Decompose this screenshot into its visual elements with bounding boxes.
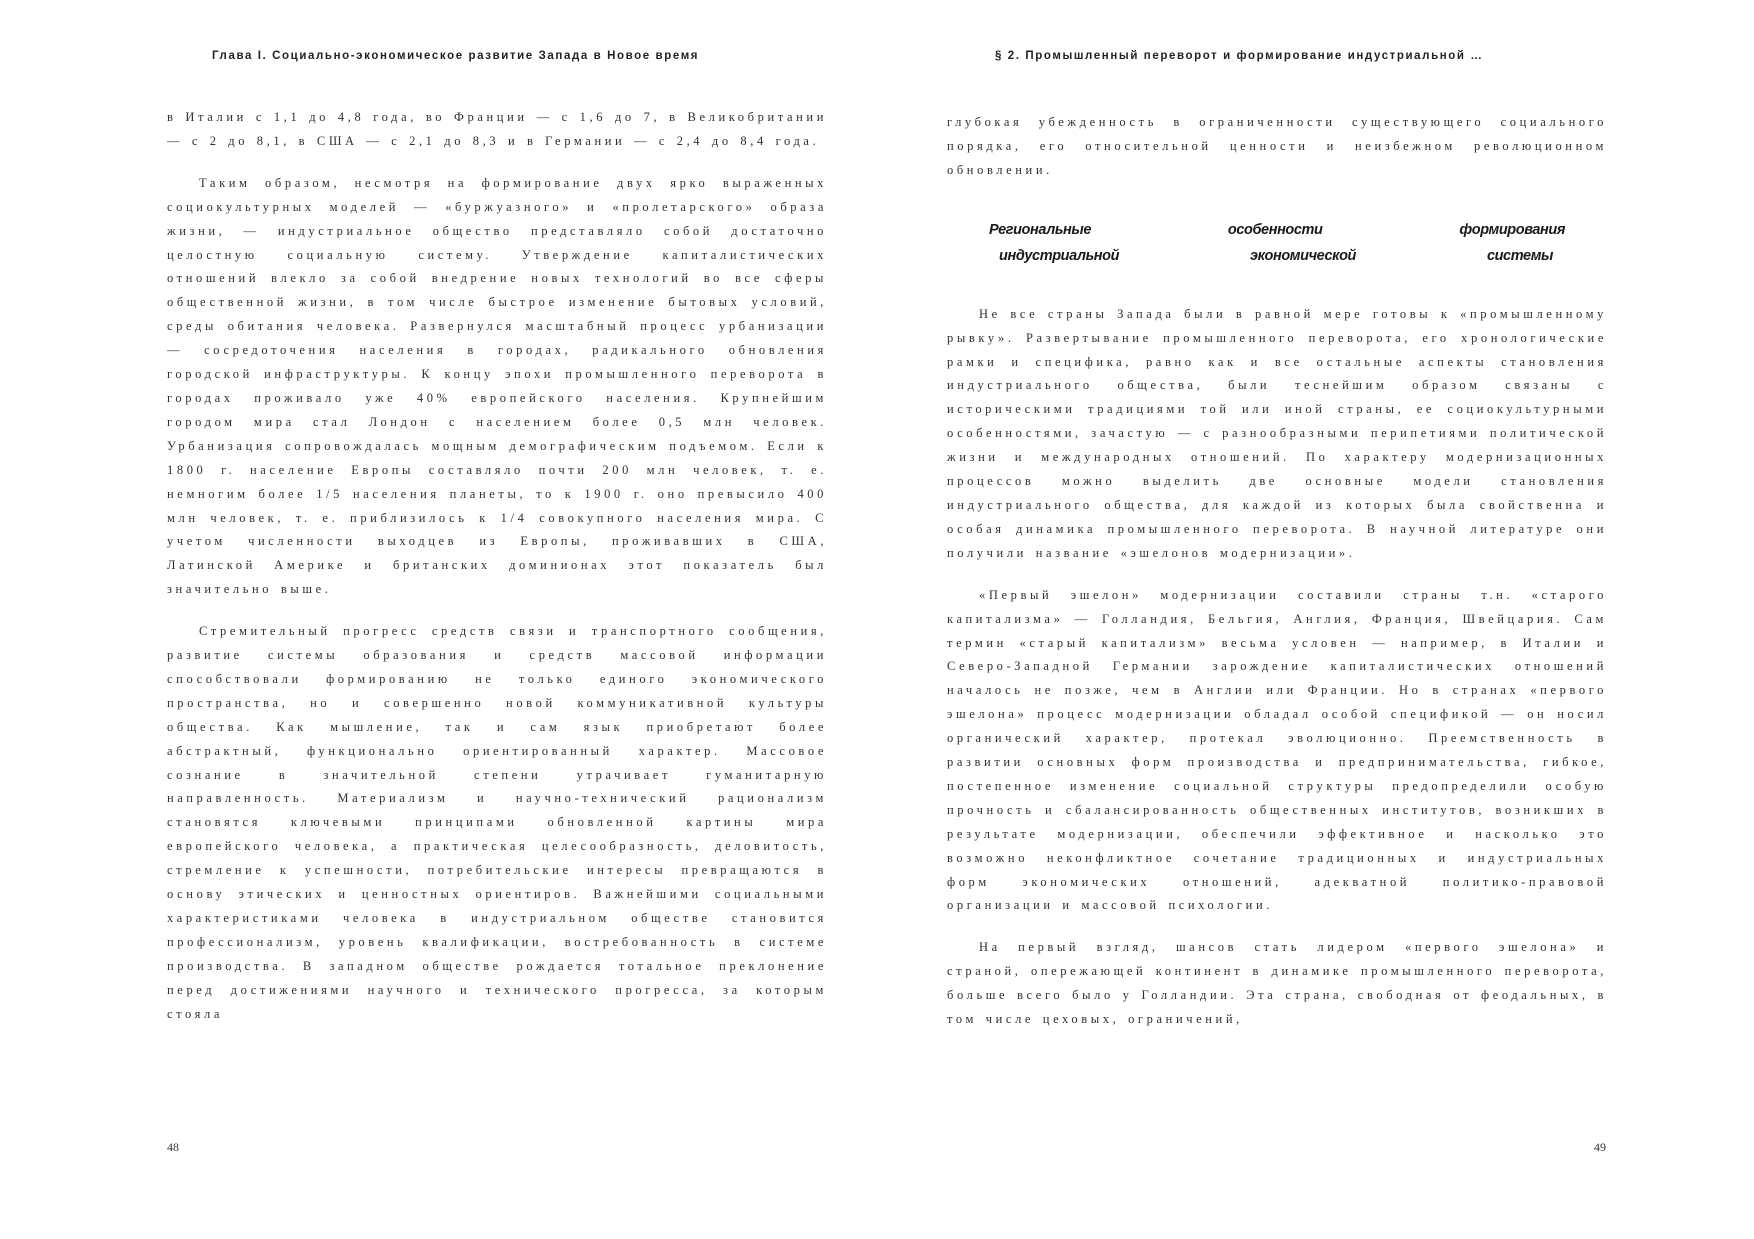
section-heading-word: экономической xyxy=(1249,247,1357,264)
page-number-right: 49 xyxy=(1594,1140,1606,1154)
body-paragraph: «Первый эшелон» модернизации составили страны т.н. «старого капитализма» — Голландия, Бельгия, Англия, Франция, Швейцария. Сам термин «старый капитализм» весьма условен — например, в Италии и Северо-Западной Германии зарождение капиталистических отношений началось не позже, чем в Англии или Франции. Но в странах «первого эшелона» процесс модернизации обладал особой спецификой — он носил органический характер, протекал эволюционно. Преемственность в развитии основных форм производства и предпринимательства, гибкое, постепенное изменение социальной структуры предопределили особую прочность и сбалансированность общественных институтов, возникших в результате модернизации, обеспечили эффективное и насколько это возможно неконфликтное сочетание традиционных и индустриальных форм экономических отношений, адекватной политико-правовой организации и массовой психологии. xyxy=(947,587,1607,913)
body-paragraph: глубокая убежденность в ограниченности существующего социального порядка, его относительной ценности и неизбежном революционном обновлении. xyxy=(947,115,1607,177)
body-paragraph: в Италии с 1,1 до 4,8 года, во Франции — с 1,6 до 7, в Великобритании — с 2 до 8,1, в США — с 2,1 до 8,3 и в Германии — с 2,4 до 8,4 года. xyxy=(167,110,827,148)
right-page-body xyxy=(947,111,1607,1050)
body-paragraph: Таким образом, несмотря на формирование двух ярко выраженных социокультурных моделей — «буржуазного» и «пролетарского» образа жизни, — индустриальное общество представляло собой достаточно целостную социальную систему. Утверждение капиталистических отношений влекло за собой внедрение новых технологий во все сферы общественной жизни, в том числе быстрое изменение бытовых условий, среды обитания человека. Развернулся масштабный процесс урбанизации — сосредоточения населения в городах, радикального обновления городской инфраструктуры. К концу эпохи промышленного переворота в городах проживало уже 40% европейского населения. Крупнейшим городом мира стал Лондон с населением более 0,5 млн человек. Урбанизация сопровождалась мощным демографическим подъемом. Если к 1800 г. население Европы составляло почти 200 млн человек, т. е. немногим более 1/5 населения планеты, то к 1900 г. оно превысило 400 млн человек, т. е. приблизилось к 1/4 совокупного населения мира. С учетом численности выходцев из Европы, проживавших в США, Латинской Америке и британских доминионах этот показатель был значительно выше. xyxy=(167,175,827,597)
page-number-left: 48 xyxy=(167,1140,179,1154)
body-paragraph: На первый взгляд, шансов стать лидером «первого эшелона» и страной, опережающей континент в динамике промышленного переворота, больше всего было у Голландии. Эта страна, свободная от феодальных, в том числе цеховых, ограничений, xyxy=(947,940,1607,1027)
section-heading-word: формирования xyxy=(1459,221,1565,238)
section-heading-word: системы xyxy=(1486,247,1553,264)
running-head-left: Глава I. Социально-экономическое развитие Запада в Новое время xyxy=(212,50,700,62)
section-heading-word: Региональные xyxy=(989,221,1092,238)
right-page xyxy=(877,0,1754,1239)
section-heading-word: особенности xyxy=(1227,221,1323,238)
section-heading xyxy=(947,217,1607,269)
running-head-right: § 2. Промышленный переворот и формирование индустриальной … xyxy=(995,50,1484,62)
left-page-body xyxy=(167,106,827,1045)
section-heading-word: индустриальной xyxy=(999,247,1120,264)
body-paragraph: Не все страны Запада были в равной мере готовы к «промышленному рывку». Развертывание промышленного переворота, его хронологические рамки и специфика, равно как и все остальные аспекты становления индустриального общества, были теснейшим образом связаны с историческими традициями той или иной страны, ее социокультурными особенностями, зачастую — с разнообразными перипетиями политической жизни и международных отношений. По характеру модернизационных процессов можно выделить две основные модели становления индустриального общества, для каждой из которых была свойственна и особая динамика промышленного переворота. В научной литературе они получили название «эшелонов модернизации». xyxy=(947,306,1607,560)
body-paragraph: Стремительный прогресс средств связи и транспортного сообщения, развитие системы образования и средств массовой информации способствовали формированию не только единого экономического пространства, но и совершенно новой коммуникативной культуры общества. Как мышление, так и сам язык приобретают более абстрактный, функционально ориентированный характер. Массовое сознание в значительной степени утрачивает гуманитарную направленность. Материализм и научно-технический рационализм становятся ключевыми принципами обновленной картины мира европейского человека, а практическая целесообразность, деловитость, стремление к успешности, потребительские интересы превращаются в основу этических и ценностных ориентиров. Важнейшими социальными характеристиками человека в индустриальном обществе становится профессионализм, уровень квалификации, востребованность в системе производства. В западном обществе рождается тотальное преклонение перед достижениями научного и технического прогресса, за которым стояла xyxy=(167,624,827,1021)
